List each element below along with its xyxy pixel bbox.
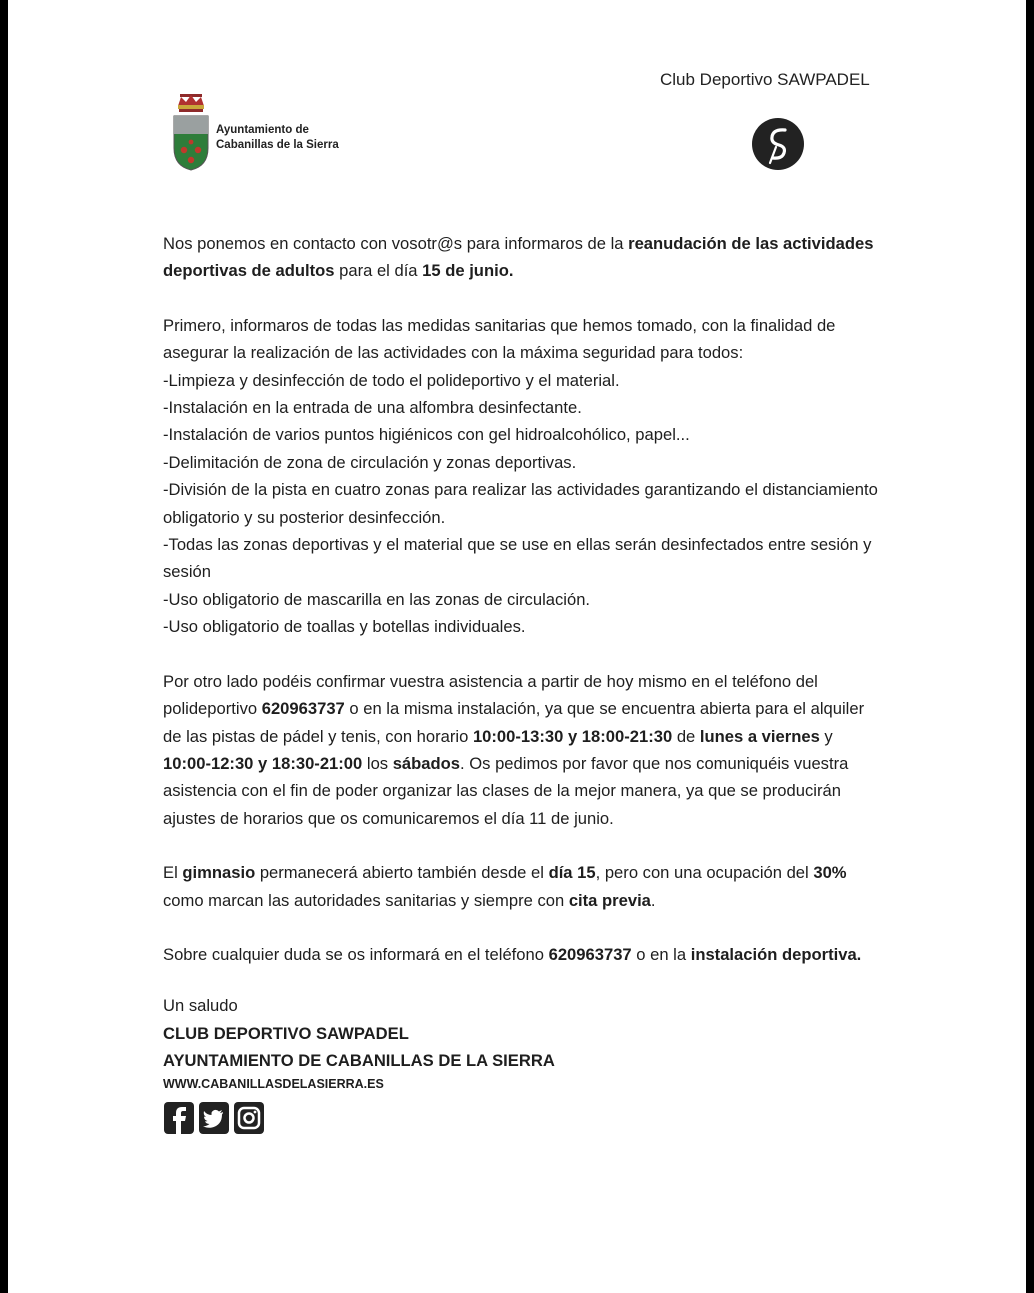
gym-paragraph: El gimnasio permanecerá abierto también desde el día 15, pero con una ocupación del 30% como marcan las autoridades sanitarias y siempre con cita previa. — [163, 863, 847, 910]
signature-club: CLUB DEPORTIVO SAWPADEL — [163, 1023, 409, 1043]
measures-intro: Primero, informaros de todas las medidas sanitarias que hemos tomado, con la finalidad de asegurar la realización de las actividades con la máxima seguridad para todos: — [163, 315, 836, 363]
measure-item: -Todas las zonas deportivas y el material que se use en ellas serán desinfectados entre sesión y sesión — [163, 535, 872, 582]
signoff-block — [163, 992, 883, 1134]
measure-item: -Limpieza y desinfección de todo el polideportivo y el material. — [163, 370, 620, 390]
instagram-icon — [233, 1101, 265, 1135]
signature-town-hall: AYUNTAMIENTO DE CABANILLAS DE LA SIERRA — [163, 1051, 555, 1071]
greeting: Un saludo — [163, 996, 238, 1016]
social-icons — [163, 1101, 883, 1135]
measure-item: -División de la pista en cuatro zonas para realizar las actividades garantizando el distanciamiento obligatorio y su posterior desinfección. — [163, 480, 878, 527]
town-hall-logo — [171, 92, 371, 174]
measure-item: -Uso obligatorio de mascarilla en las zonas de circulación. — [163, 589, 591, 609]
sawpadel-logo-icon — [751, 117, 805, 171]
measure-item: -Delimitación de zona de circulación y zonas deportivas. — [163, 452, 577, 472]
booking-paragraph: Por otro lado podéis confirmar vuestra asistencia a partir de hoy mismo en el teléfono del polideportivo 620963737 o en la misma instalación, ya que se encuentra abierta para el alquiler de las pistas de pádel y tenis, con horario 10:00-13:30 y 18:00-21:30 de lunes a viernes y 10:00-12:30 y 18:30-21:00 los sábados. Os pedimos por favor que nos comuniquéis vuestra asistencia con el fin de poder organizar las clases de la mejor manera, ya que se producirán ajustes de horarios que os comunicaremos el día 11 de junio. — [163, 671, 865, 828]
letter-body — [163, 230, 883, 1135]
twitter-icon — [198, 1101, 230, 1135]
phone-number: 620963737 — [261, 699, 345, 719]
contact-paragraph: Sobre cualquier duda se os informará en el teléfono 620963737 o en la instalación deportiva. — [163, 944, 862, 964]
facebook-icon — [163, 1101, 195, 1135]
measure-item: -Instalación de varios puntos higiénicos con gel hidroalcohólico, papel... — [163, 425, 690, 445]
town-hall-name: Ayuntamiento de Cabanillas de la Sierra — [216, 124, 339, 151]
measure-item: -Instalación en la entrada de una alfombra desinfectante. — [163, 398, 582, 418]
website-link: WWW.CABANILLASDELASIERRA.ES — [163, 1076, 384, 1091]
intro-paragraph: Nos ponemos en contacto con vosotr@s para informaros de la reanudación de las actividades deportivas de adultos para el día 15 de junio. — [163, 234, 874, 281]
measure-item: -Uso obligatorio de toallas y botellas individuales. — [163, 617, 526, 637]
phone-number: 620963737 — [548, 944, 632, 964]
club-name-header: Club Deportivo SAWPADEL — [660, 70, 870, 89]
letter-page — [8, 0, 1026, 1293]
coat-of-arms-icon — [171, 92, 211, 172]
measures-section — [163, 312, 883, 641]
